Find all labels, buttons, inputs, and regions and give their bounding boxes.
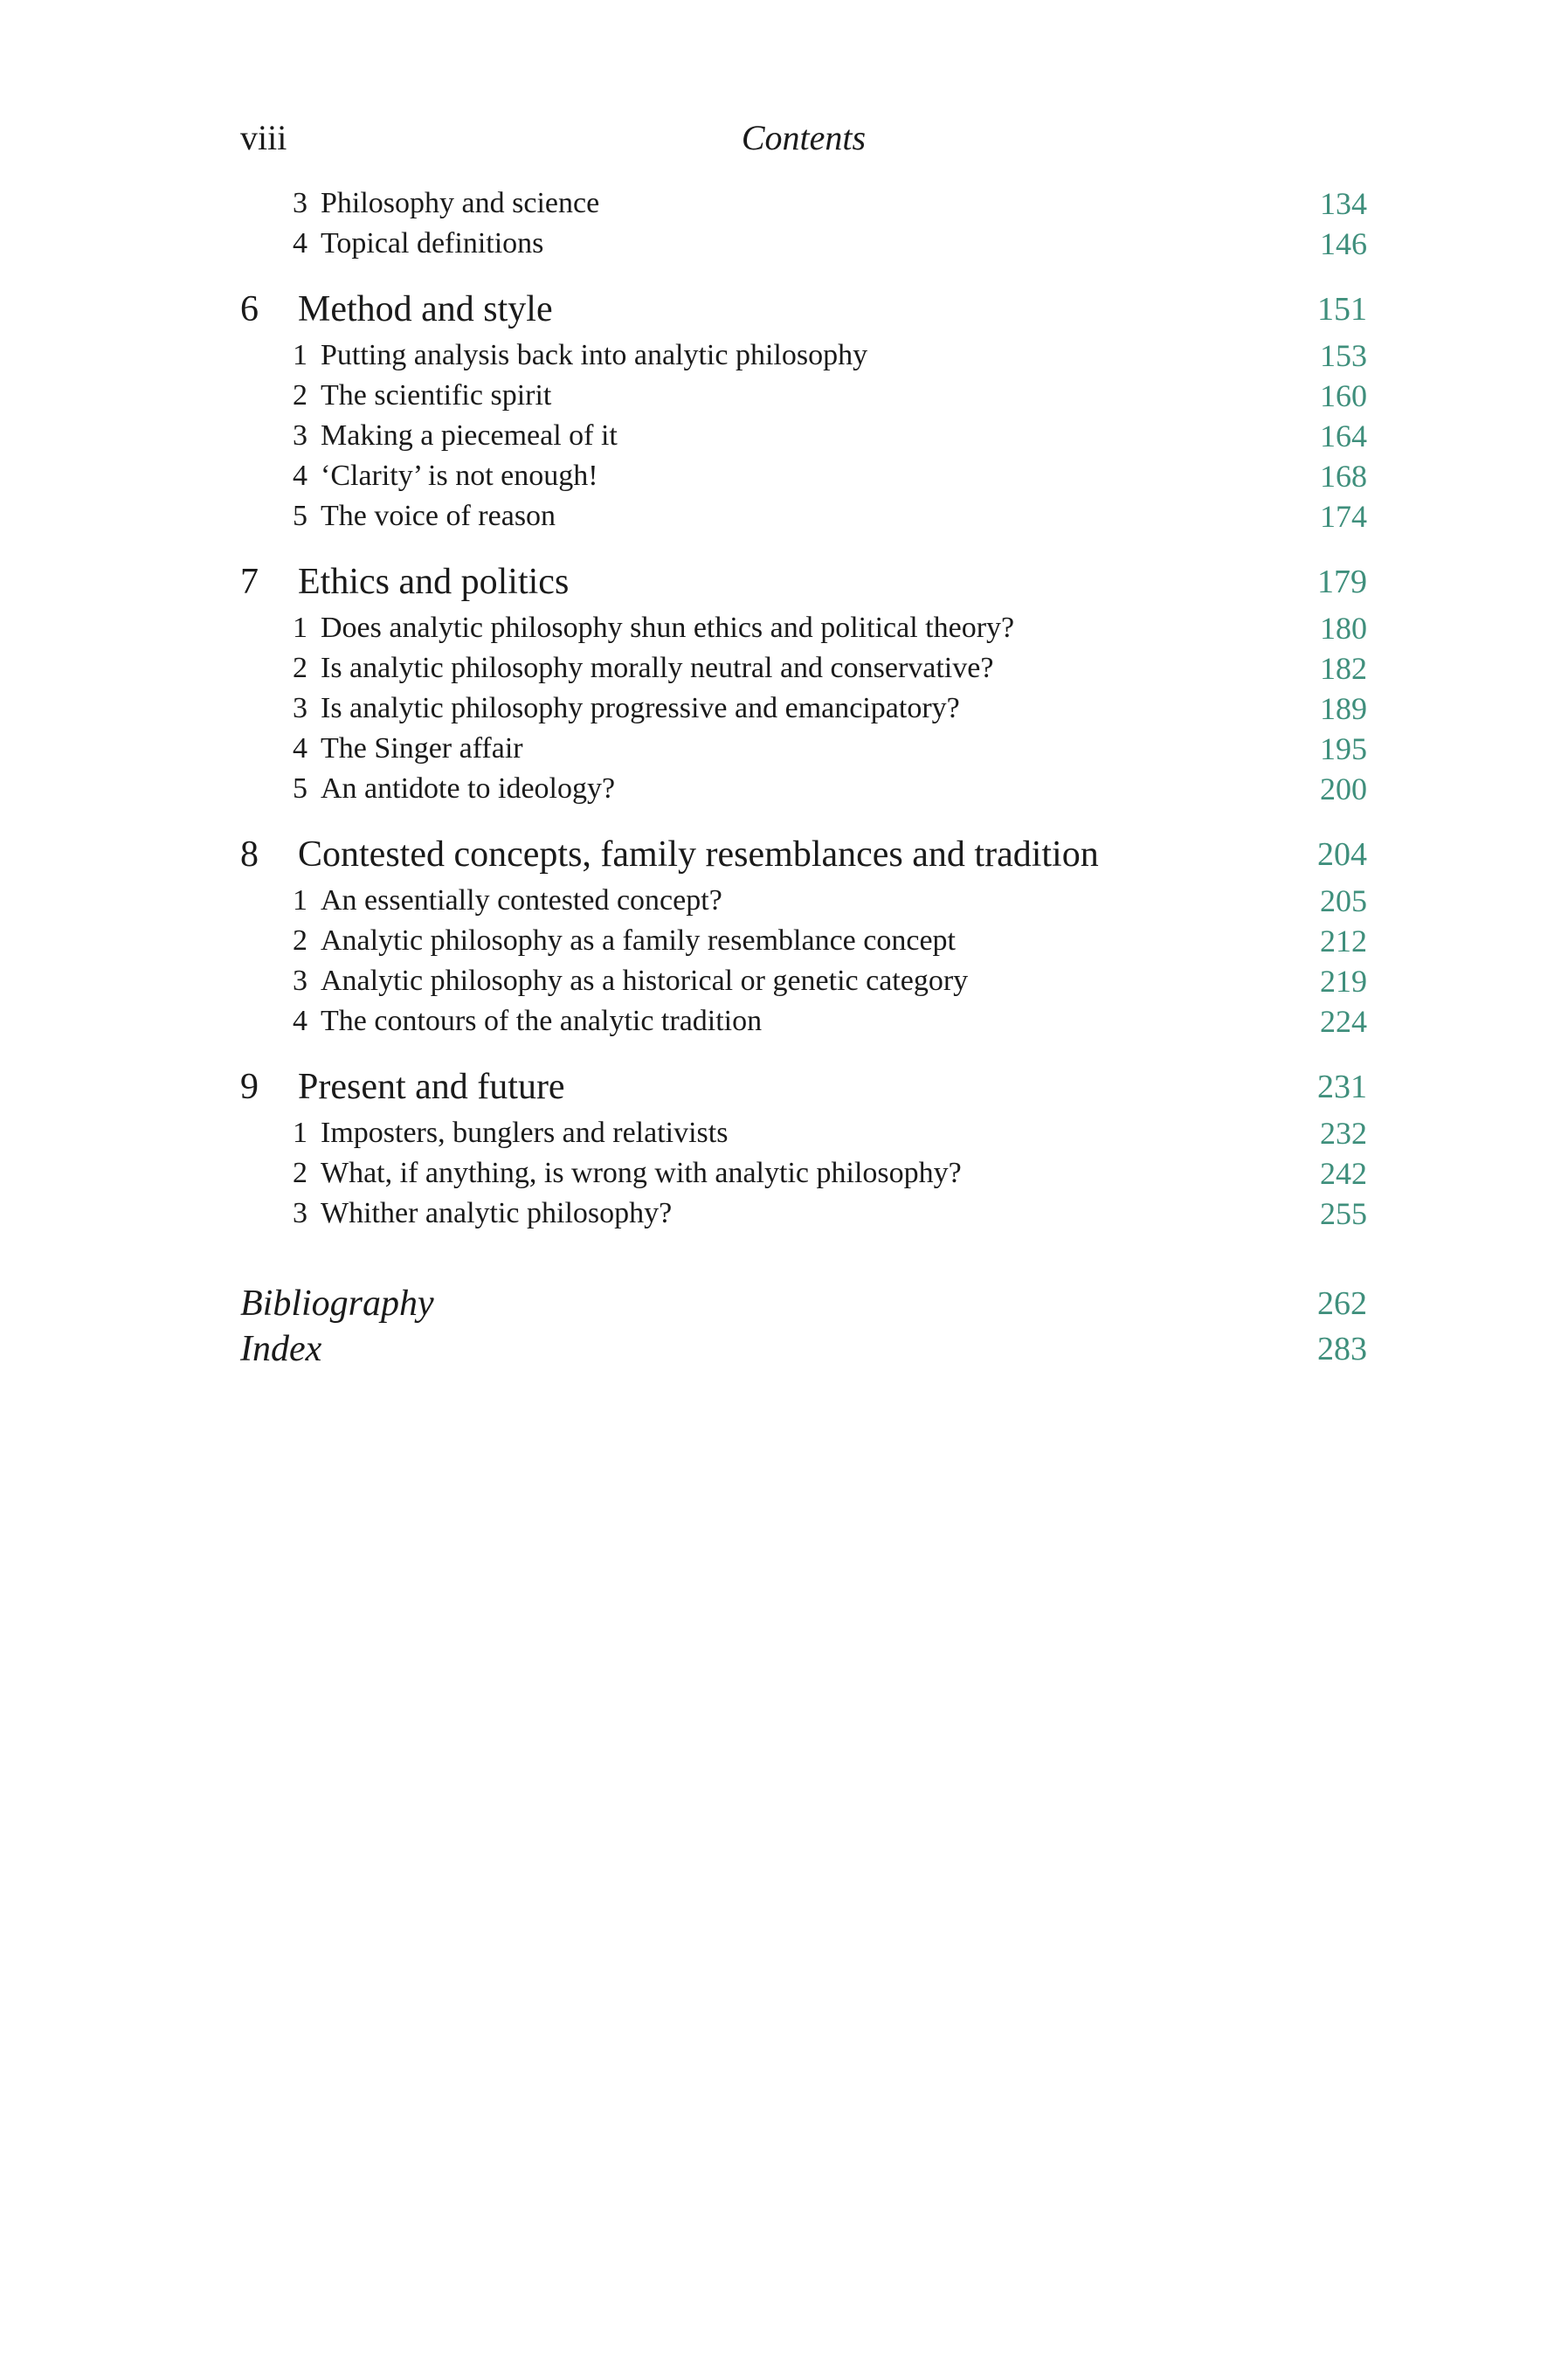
section-title: The scientific spirit [321, 379, 552, 412]
toc-section[interactable] [240, 336, 1367, 376]
toc-section[interactable] [240, 961, 1367, 1001]
back-matter-title: Bibliography [240, 1284, 434, 1324]
chapter-number: 9 [240, 1067, 259, 1107]
page-number: 195 [1320, 731, 1367, 766]
section-title: The contours of the analytic tradition [321, 1005, 763, 1037]
section-number: 3 [293, 692, 307, 724]
page-number: 151 [1317, 291, 1367, 328]
section-title: Analytic philosophy as a historical or genetic category [321, 965, 969, 997]
chapter-number: 6 [240, 289, 259, 329]
chapter-title: Contested concepts, family resemblances and tradition [298, 834, 1099, 875]
section-title: What, if anything, is wrong with analytic philosophy? [321, 1157, 962, 1189]
section-title: Topical definitions [321, 227, 544, 260]
toc-section[interactable] [240, 881, 1367, 921]
page-number: 212 [1320, 924, 1367, 959]
section-title: The Singer affair [321, 732, 523, 765]
section-number: 1 [293, 339, 307, 371]
section-number: 3 [293, 419, 307, 452]
back-matter-title: Index [240, 1329, 322, 1369]
toc-section[interactable] [240, 729, 1367, 769]
running-head [240, 112, 1367, 164]
running-title: Contents [741, 118, 867, 157]
toc-section[interactable] [240, 456, 1367, 496]
chapter-number: 8 [240, 834, 259, 875]
back-matter [240, 1281, 1367, 1372]
chapter-title: Present and future [298, 1067, 565, 1107]
section-title: Philosophy and science [321, 187, 600, 219]
toc-section[interactable] [240, 224, 1367, 264]
section-number: 4 [293, 732, 307, 765]
page-number: 134 [1320, 186, 1367, 221]
toc-section[interactable] [240, 689, 1367, 729]
toc-section[interactable] [240, 376, 1367, 416]
page-number: 160 [1320, 378, 1367, 413]
toc-section[interactable] [240, 648, 1367, 689]
chapter-title: Ethics and politics [298, 562, 570, 602]
page-number: 242 [1320, 1156, 1367, 1191]
toc-section[interactable] [240, 416, 1367, 456]
section-number: 5 [293, 772, 307, 805]
section-title: Making a piecemeal of it [321, 419, 618, 452]
page-number: 283 [1317, 1331, 1367, 1367]
toc-section[interactable] [240, 1194, 1367, 1234]
section-number: 3 [293, 965, 307, 997]
section-number: 2 [293, 652, 307, 684]
page-number: 204 [1317, 836, 1367, 873]
page-number: 180 [1320, 611, 1367, 646]
section-number: 2 [293, 924, 307, 957]
toc-chapter-6[interactable] [240, 283, 1367, 336]
toc-section[interactable] [240, 183, 1367, 224]
page-number: 232 [1320, 1116, 1367, 1151]
toc-index[interactable] [240, 1326, 1367, 1372]
section-title: An essentially contested concept? [321, 884, 722, 917]
section-number: 3 [293, 1197, 307, 1229]
page-number: 219 [1320, 964, 1367, 999]
section-number: 1 [293, 884, 307, 917]
chapter-number: 7 [240, 562, 259, 602]
toc-section[interactable] [240, 1113, 1367, 1153]
toc-section[interactable] [240, 769, 1367, 809]
toc-bibliography[interactable] [240, 1281, 1367, 1326]
page-number: 182 [1320, 651, 1367, 686]
section-number: 4 [293, 1005, 307, 1037]
page-number: 174 [1320, 499, 1367, 534]
section-number: 1 [293, 1117, 307, 1149]
toc-section[interactable] [240, 1153, 1367, 1194]
section-number: 4 [293, 460, 307, 492]
section-title: Whither analytic philosophy? [321, 1197, 673, 1229]
section-number: 4 [293, 227, 307, 260]
toc-section[interactable] [240, 921, 1367, 961]
page-number: 164 [1320, 419, 1367, 453]
toc-section[interactable] [240, 608, 1367, 648]
page-number: 179 [1317, 564, 1367, 600]
page-number: 255 [1320, 1196, 1367, 1231]
page-number: 153 [1320, 338, 1367, 373]
page-number: 262 [1317, 1285, 1367, 1322]
page-number: 200 [1320, 772, 1367, 806]
section-title: ‘Clarity’ is not enough! [321, 460, 598, 492]
page-number: 224 [1320, 1004, 1367, 1039]
toc-section[interactable] [240, 1001, 1367, 1042]
page-number: 146 [1320, 226, 1367, 261]
toc-section[interactable] [240, 496, 1367, 536]
chapter-title: Method and style [298, 289, 553, 329]
section-title: Imposters, bunglers and relativists [321, 1117, 729, 1149]
section-number: 2 [293, 1157, 307, 1189]
toc-chapter-7[interactable] [240, 556, 1367, 608]
table-of-contents [240, 183, 1367, 1372]
section-title: Is analytic philosophy progressive and emancipatory? [321, 692, 960, 724]
page-number: 231 [1317, 1069, 1367, 1105]
section-title: Does analytic philosophy shun ethics and political theory? [321, 612, 1015, 644]
section-title: The voice of reason [321, 500, 556, 532]
section-title: Is analytic philosophy morally neutral and conservative? [321, 652, 994, 684]
page-number: 189 [1320, 691, 1367, 726]
toc-chapter-9[interactable] [240, 1061, 1367, 1113]
section-number: 2 [293, 379, 307, 412]
section-number: 1 [293, 612, 307, 644]
section-title: Putting analysis back into analytic philosophy [321, 339, 868, 371]
section-title: Analytic philosophy as a family resemblance concept [321, 924, 956, 957]
page-number: 168 [1320, 459, 1367, 494]
toc-chapter-8[interactable] [240, 828, 1367, 881]
folio: viii [240, 118, 287, 157]
page-number: 205 [1320, 883, 1367, 918]
section-number: 5 [293, 500, 307, 532]
section-title: An antidote to ideology? [321, 772, 616, 805]
section-number: 3 [293, 187, 307, 219]
